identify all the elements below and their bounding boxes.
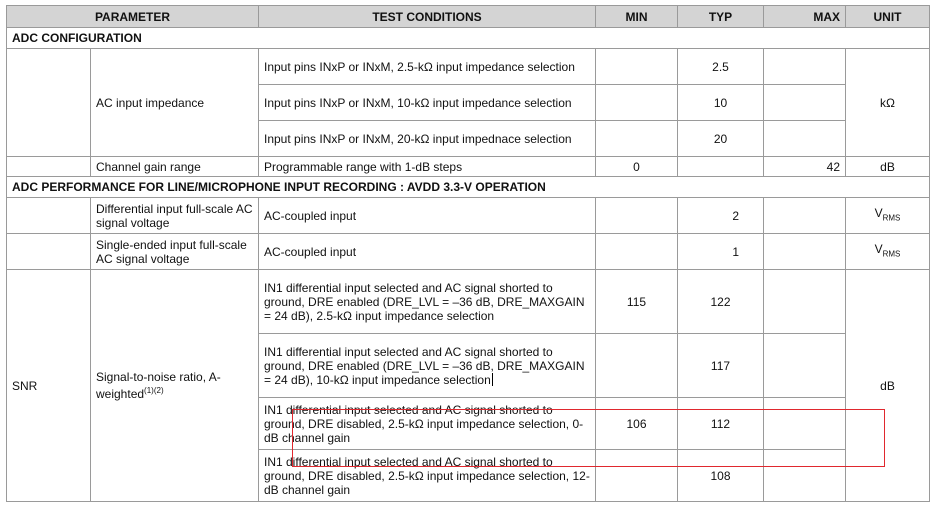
max-cell: [764, 234, 846, 270]
condition-cell: Input pins INxP or INxM, 2.5-kΩ input impedance selection: [259, 49, 596, 85]
unit-cell: dB: [846, 270, 930, 502]
min-cell: 106: [596, 398, 678, 450]
min-cell: [596, 334, 678, 398]
section-title: ADC PERFORMANCE FOR LINE/MICROPHONE INPUT RECORDING : AVDD 3.3-V OPERATION: [7, 177, 930, 198]
table-row: [7, 49, 930, 85]
max-cell: [764, 85, 846, 121]
unit-main: V: [874, 205, 883, 220]
table-row: [7, 270, 930, 334]
header-row: [7, 6, 930, 28]
header-unit: UNIT: [846, 6, 930, 28]
condition-cell: IN1 differential input selected and AC signal shorted to ground, DRE enabled (DRE_LVL = –36 dB, DRE_MAXGAIN = 24 dB), 2.5-kΩ input impedance selection: [259, 270, 596, 334]
symbol-cell: [7, 234, 91, 270]
typ-cell: 112: [678, 398, 764, 450]
condition-cell: IN1 differential input selected and AC signal shorted to ground, DRE disabled, 2.5-kΩ input impedance selection, 12-dB channel gain: [259, 450, 596, 502]
spec-table: [6, 5, 930, 502]
typ-cell: 1: [678, 234, 764, 270]
parameter-text: Signal-to-noise ratio, A-weighted: [96, 370, 221, 401]
unit-subscript: RMS: [882, 213, 901, 223]
parameter-cell: AC input impedance: [91, 49, 259, 157]
min-cell: [596, 198, 678, 234]
max-cell: [764, 198, 846, 234]
condition-text: IN1 differential input selected and AC signal shorted to ground, DRE enabled (DRE_LVL = –36 dB, DRE_MAXGAIN = 24 dB), 10-kΩ input impedance selection: [264, 344, 585, 387]
max-cell: [764, 450, 846, 502]
typ-cell: 10: [678, 85, 764, 121]
max-cell: [764, 49, 846, 85]
condition-cell: IN1 differential input selected and AC signal shorted to ground, DRE disabled, 2.5-kΩ input impedance selection, 0-dB channel gain: [259, 398, 596, 450]
typ-cell: 20: [678, 121, 764, 157]
min-cell: [596, 121, 678, 157]
unit-subscript: RMS: [882, 249, 901, 259]
symbol-cell: SNR: [7, 270, 91, 502]
unit-cell: [846, 234, 930, 270]
min-cell: [596, 85, 678, 121]
section-row: [7, 177, 930, 198]
footnote-ref: (1)(2): [144, 386, 164, 395]
min-cell: 0: [596, 157, 678, 177]
section-row: [7, 28, 930, 49]
header-min: MIN: [596, 6, 678, 28]
header-test-conditions: TEST CONDITIONS: [259, 6, 596, 28]
condition-cell: Input pins INxP or INxM, 20-kΩ input impednace selection: [259, 121, 596, 157]
min-cell: 115: [596, 270, 678, 334]
symbol-cell: [7, 198, 91, 234]
symbol-cell: [7, 49, 91, 157]
unit-cell: kΩ: [846, 49, 930, 157]
typ-cell: [678, 157, 764, 177]
parameter-cell: Single-ended input full-scale AC signal voltage: [91, 234, 259, 270]
min-cell: [596, 234, 678, 270]
unit-cell: dB: [846, 157, 930, 177]
min-cell: [596, 49, 678, 85]
parameter-cell: Channel gain range: [91, 157, 259, 177]
parameter-cell: Differential input full-scale AC signal voltage: [91, 198, 259, 234]
max-cell: [764, 398, 846, 450]
table-row: [7, 157, 930, 177]
min-cell: [596, 450, 678, 502]
table-row: [7, 198, 930, 234]
condition-cell: Programmable range with 1-dB steps: [259, 157, 596, 177]
typ-cell: 2.5: [678, 49, 764, 85]
condition-cell: [259, 334, 596, 398]
unit-main: V: [874, 241, 883, 256]
header-max: MAX: [764, 6, 846, 28]
max-cell: [764, 270, 846, 334]
max-cell: [764, 121, 846, 157]
header-typ: TYP: [678, 6, 764, 28]
condition-cell: Input pins INxP or INxM, 10-kΩ input impedance selection: [259, 85, 596, 121]
parameter-cell: [91, 270, 259, 502]
condition-cell: AC-coupled input: [259, 198, 596, 234]
table-row: [7, 234, 930, 270]
condition-cell: AC-coupled input: [259, 234, 596, 270]
typ-cell: 2: [678, 198, 764, 234]
text-cursor: [492, 373, 493, 386]
typ-cell: 117: [678, 334, 764, 398]
header-parameter: PARAMETER: [7, 6, 259, 28]
max-cell: 42: [764, 157, 846, 177]
unit-cell: [846, 198, 930, 234]
typ-cell: 108: [678, 450, 764, 502]
symbol-cell: [7, 157, 91, 177]
typ-cell: 122: [678, 270, 764, 334]
max-cell: [764, 334, 846, 398]
section-title: ADC CONFIGURATION: [7, 28, 930, 49]
